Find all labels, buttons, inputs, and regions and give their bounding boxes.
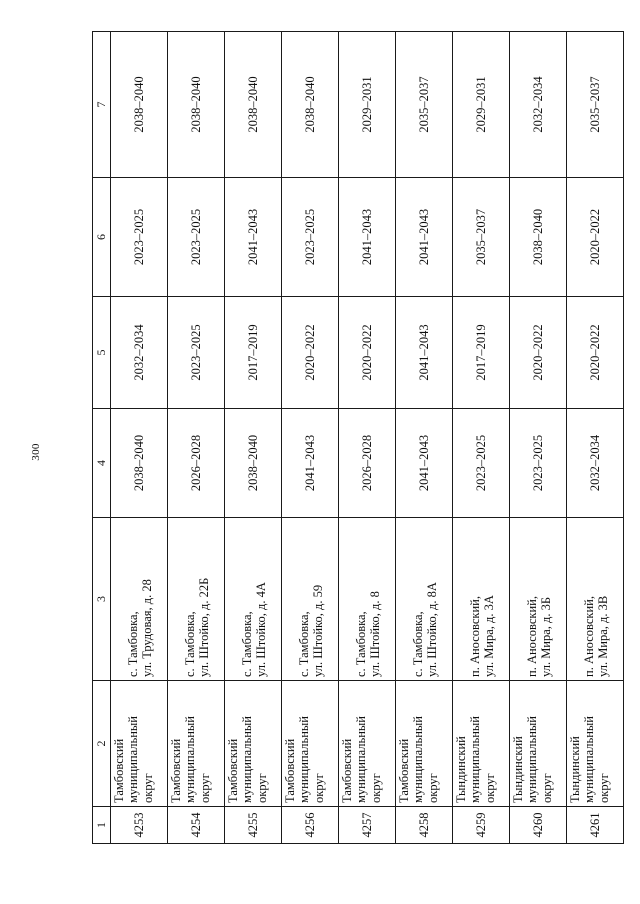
table-row xyxy=(282,32,339,844)
period-cell-7: 2032–2034 xyxy=(510,32,567,178)
period-cell-7: 2038–2040 xyxy=(111,32,168,178)
period-cell-7: 2029–2031 xyxy=(339,32,396,178)
row-number-cell: 4256 xyxy=(282,807,339,844)
district-cell-line: округ xyxy=(425,773,440,803)
period-cell-5: 2023–2025 xyxy=(168,297,225,409)
address-cell xyxy=(453,518,510,681)
district-cell xyxy=(396,681,453,807)
table-row xyxy=(111,32,168,844)
table-row xyxy=(339,32,396,844)
period-cell-5: 2032–2034 xyxy=(111,297,168,409)
district-cell-line: округ xyxy=(596,773,611,803)
data-table xyxy=(92,31,624,844)
district-cell xyxy=(453,681,510,807)
row-number-cell: 4260 xyxy=(510,807,567,844)
district-cell xyxy=(510,681,567,807)
district-cell-line: Тамбовский xyxy=(169,738,183,803)
district-cell-line: Тамбовский xyxy=(226,738,240,803)
district-cell-line: округ xyxy=(197,773,212,803)
district-cell-line: округ xyxy=(482,773,497,803)
table-row xyxy=(567,32,624,844)
address-cell-line: ул. Штойко, д. 22Б xyxy=(197,577,211,677)
row-number-cell: 4259 xyxy=(453,807,510,844)
district-cell-line: Тамбовский xyxy=(283,738,297,803)
address-cell-line: п. Аносовский, xyxy=(524,596,539,677)
address-cell-line: ул. Мира, д. 3А xyxy=(482,595,496,677)
period-cell-4: 2023–2025 xyxy=(510,409,567,518)
address-cell xyxy=(111,518,168,681)
period-cell-5: 2020–2022 xyxy=(510,297,567,409)
district-cell-line: муниципальный xyxy=(240,716,255,803)
period-cell-4: 2041–2043 xyxy=(396,409,453,518)
district-cell-line: Тамбовский xyxy=(397,738,411,803)
address-cell-line: ул. Трудовая, д. 28 xyxy=(140,579,154,677)
address-cell-line: с. Тамбовка, xyxy=(182,611,197,677)
district-cell xyxy=(282,681,339,807)
address-cell-line: с. Тамбовка, xyxy=(125,611,140,677)
district-cell-line: муниципальный xyxy=(582,716,597,803)
period-cell-5: 2017–2019 xyxy=(225,297,282,409)
address-cell-line: с. Тамбовка, xyxy=(296,611,311,677)
period-cell-4: 2038–2040 xyxy=(111,409,168,518)
period-cell-6: 2020–2022 xyxy=(567,178,624,297)
district-cell xyxy=(567,681,624,807)
row-number-cell: 4261 xyxy=(567,807,624,844)
column-header: 7 xyxy=(93,32,111,178)
period-cell-6: 2041–2043 xyxy=(225,178,282,297)
period-cell-6: 2023–2025 xyxy=(282,178,339,297)
row-number-cell: 4254 xyxy=(168,807,225,844)
period-cell-4: 2026–2028 xyxy=(339,409,396,518)
address-cell-line: ул. Мира, д. 3Б xyxy=(539,596,553,677)
district-cell-line: Тамбовский xyxy=(112,738,126,803)
page-number: 300 xyxy=(30,443,42,461)
period-cell-6: 2023–2025 xyxy=(168,178,225,297)
address-cell-line: ул. Штойко, д. 8А xyxy=(425,582,439,677)
column-header: 2 xyxy=(93,681,111,807)
period-cell-7: 2038–2040 xyxy=(282,32,339,178)
period-cell-5: 2041–2043 xyxy=(396,297,453,409)
period-cell-5: 2020–2022 xyxy=(567,297,624,409)
district-cell xyxy=(111,681,168,807)
period-cell-5: 2020–2022 xyxy=(282,297,339,409)
address-cell xyxy=(510,518,567,681)
address-cell-line: ул. Штойко, д. 8 xyxy=(368,591,382,677)
district-cell-line: муниципальный xyxy=(297,716,312,803)
table-row xyxy=(510,32,567,844)
address-cell xyxy=(282,518,339,681)
address-cell-line: с. Тамбовка, xyxy=(410,611,425,677)
period-cell-6: 2038–2040 xyxy=(510,178,567,297)
row-number-cell: 4253 xyxy=(111,807,168,844)
period-cell-6: 2023–2025 xyxy=(111,178,168,297)
address-cell xyxy=(396,518,453,681)
period-cell-4: 2041–2043 xyxy=(282,409,339,518)
row-number-cell: 4258 xyxy=(396,807,453,844)
address-cell xyxy=(567,518,624,681)
address-cell-line: ул. Мира, д. 3В xyxy=(596,595,610,677)
address-cell-line: с. Тамбовка, xyxy=(239,611,254,677)
period-cell-4: 2023–2025 xyxy=(453,409,510,518)
table-row xyxy=(453,32,510,844)
table-row xyxy=(396,32,453,844)
period-cell-7: 2029–2031 xyxy=(453,32,510,178)
period-cell-5: 2020–2022 xyxy=(339,297,396,409)
district-cell-line: муниципальный xyxy=(468,716,483,803)
period-cell-6: 2041–2043 xyxy=(339,178,396,297)
period-cell-4: 2038–2040 xyxy=(225,409,282,518)
district-cell-line: округ xyxy=(140,773,155,803)
period-cell-7: 2035–2037 xyxy=(396,32,453,178)
period-cell-4: 2026–2028 xyxy=(168,409,225,518)
address-cell-line: ул. Штойко, д. 4А xyxy=(254,582,268,677)
table-row xyxy=(225,32,282,844)
district-cell-line: округ xyxy=(539,773,554,803)
district-cell-line: Тындинский xyxy=(568,736,582,803)
address-cell xyxy=(225,518,282,681)
row-number-cell: 4255 xyxy=(225,807,282,844)
column-header: 6 xyxy=(93,178,111,297)
district-cell-line: муниципальный xyxy=(183,716,198,803)
period-cell-5: 2017–2019 xyxy=(453,297,510,409)
district-cell-line: муниципальный xyxy=(411,716,426,803)
column-header: 1 xyxy=(93,807,111,844)
period-cell-6: 2035–2037 xyxy=(453,178,510,297)
address-cell-line: п. Аносовский, xyxy=(467,596,482,677)
period-cell-6: 2041–2043 xyxy=(396,178,453,297)
period-cell-7: 2035–2037 xyxy=(567,32,624,178)
period-cell-4: 2032–2034 xyxy=(567,409,624,518)
row-number-cell: 4257 xyxy=(339,807,396,844)
district-cell-line: муниципальный xyxy=(525,716,540,803)
rotated-table-container xyxy=(92,32,611,844)
address-cell xyxy=(168,518,225,681)
district-cell-line: муниципальный xyxy=(126,716,141,803)
header-row xyxy=(93,32,111,844)
district-cell-line: округ xyxy=(311,773,326,803)
column-header: 4 xyxy=(93,409,111,518)
table-row xyxy=(168,32,225,844)
district-cell xyxy=(225,681,282,807)
district-cell xyxy=(339,681,396,807)
address-cell-line: ул. Штойко, д. 59 xyxy=(311,584,325,677)
address-cell-line: п. Аносовский, xyxy=(581,596,596,677)
address-cell-line: с. Тамбовка, xyxy=(353,611,368,677)
district-cell-line: округ xyxy=(254,773,269,803)
period-cell-7: 2038–2040 xyxy=(225,32,282,178)
district-cell-line: муниципальный xyxy=(354,716,369,803)
period-cell-7: 2038–2040 xyxy=(168,32,225,178)
district-cell xyxy=(168,681,225,807)
district-cell-line: округ xyxy=(368,773,383,803)
column-header: 5 xyxy=(93,297,111,409)
district-cell-line: Тындинский xyxy=(511,736,525,803)
district-cell-line: Тындинский xyxy=(454,736,468,803)
address-cell xyxy=(339,518,396,681)
district-cell-line: Тамбовский xyxy=(340,738,354,803)
column-header: 3 xyxy=(93,518,111,681)
